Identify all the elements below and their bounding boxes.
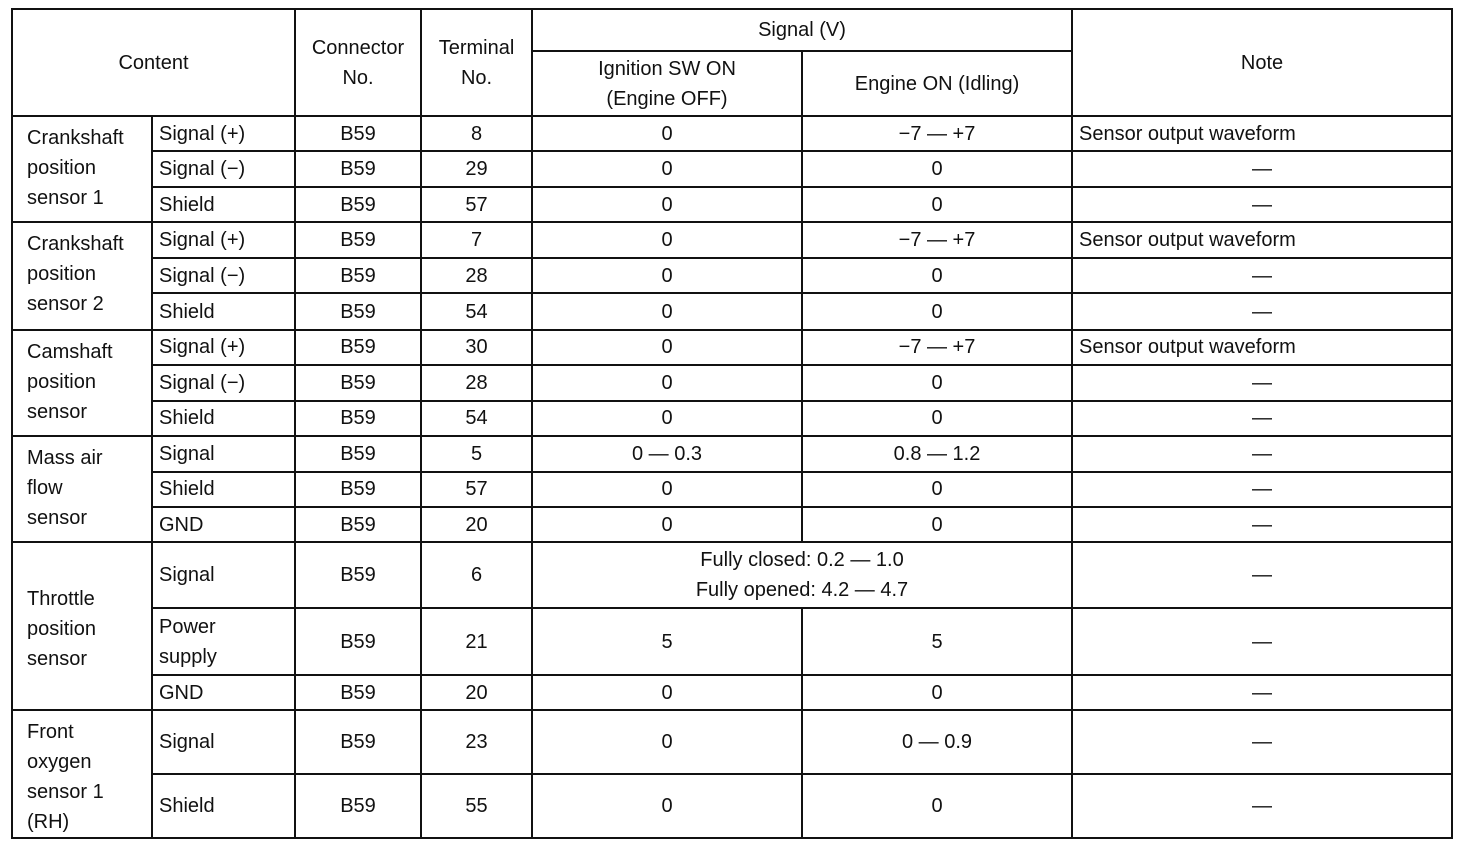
group-label (12, 710, 152, 838)
note: — (1072, 774, 1452, 838)
signal-range-line: Fully closed: 0.2 — 1.0 (700, 549, 904, 572)
engine-idle-value: 0 (802, 187, 1072, 222)
connector-no: B59 (295, 401, 421, 436)
connector-no: B59 (295, 710, 421, 774)
note: Sensor output waveform (1072, 116, 1452, 151)
terminal-no: 28 (421, 258, 532, 293)
connector-no: B59 (295, 293, 421, 329)
note: — (1072, 436, 1452, 472)
header-ignition-line1: Ignition SW ON (598, 57, 736, 80)
table-row (12, 401, 1452, 436)
engine-idle-value: −7 — +7 (802, 330, 1072, 365)
group-label-line: sensor (27, 400, 88, 423)
item-name: Signal (+) (152, 116, 295, 151)
ignition-value: 0 (532, 401, 802, 436)
item-name: Signal (−) (152, 151, 295, 187)
header-ignition-line2: (Engine OFF) (606, 87, 728, 110)
table-row (12, 293, 1452, 329)
ignition-value: 0 (532, 710, 802, 774)
item-name-line: Power (159, 615, 216, 638)
terminal-no: 7 (421, 222, 532, 258)
table-row (12, 222, 1452, 258)
engine-idle-value: 0 (802, 675, 1072, 709)
note: — (1072, 542, 1452, 608)
header-connector-line1: Connector (311, 36, 405, 59)
signal-range-line: Fully opened: 4.2 — 4.7 (695, 579, 909, 602)
group-label-line: sensor 2 (27, 293, 104, 316)
item-name: Shield (152, 401, 295, 436)
ignition-value: 0 (532, 507, 802, 542)
table-row (12, 542, 1452, 608)
table-body (12, 116, 1452, 838)
ignition-value: 0 (532, 258, 802, 293)
item-name (152, 608, 295, 675)
terminal-no: 29 (421, 151, 532, 187)
engine-idle-value: 0 (802, 151, 1072, 187)
connector-no: B59 (295, 507, 421, 542)
item-name: Signal (+) (152, 222, 295, 258)
signal-spec-table (11, 8, 1453, 839)
connector-no: B59 (295, 365, 421, 401)
item-name: GND (152, 675, 295, 709)
ignition-value: 0 — 0.3 (532, 436, 802, 472)
note: — (1072, 675, 1452, 709)
engine-idle-value: 0 (802, 472, 1072, 507)
connector-no: B59 (295, 472, 421, 507)
connector-no: B59 (295, 436, 421, 472)
item-name: Shield (152, 293, 295, 329)
connector-no: B59 (295, 222, 421, 258)
terminal-no: 54 (421, 293, 532, 329)
ignition-value: 0 (532, 472, 802, 507)
note: — (1072, 710, 1452, 774)
table-row (12, 710, 1452, 774)
ignition-value: 0 (532, 365, 802, 401)
table-row (12, 116, 1452, 151)
ignition-value: 0 (532, 330, 802, 365)
header-signal-v: Signal (V) (532, 9, 1072, 51)
item-name: Signal (152, 542, 295, 608)
terminal-no: 54 (421, 401, 532, 436)
engine-idle-value: −7 — +7 (802, 222, 1072, 258)
header-terminal-line1: Terminal (438, 36, 515, 59)
group-label-line: sensor 1 (27, 780, 104, 803)
connector-no: B59 (295, 542, 421, 608)
ignition-value: 0 (532, 293, 802, 329)
terminal-no: 8 (421, 116, 532, 151)
item-name: Signal (152, 710, 295, 774)
terminal-no: 6 (421, 542, 532, 608)
terminal-no: 28 (421, 365, 532, 401)
note: Sensor output waveform (1072, 222, 1452, 258)
group-label-line: position (27, 157, 96, 179)
header-terminal-no (421, 9, 532, 116)
connector-no: B59 (295, 116, 421, 151)
group-label-line: Crankshaft (27, 233, 124, 256)
connector-no: B59 (295, 151, 421, 187)
group-label-line: sensor 1 (27, 187, 104, 209)
terminal-no: 30 (421, 330, 532, 365)
note: — (1072, 608, 1452, 675)
note: — (1072, 472, 1452, 507)
group-label-line: (RH) (27, 810, 70, 833)
group-label-line: oxygen (27, 750, 92, 773)
group-label (12, 436, 152, 542)
terminal-no: 21 (421, 608, 532, 675)
header-connector-line2: No. (342, 66, 374, 89)
header-ignition-sw-on (532, 51, 802, 116)
table-row (12, 608, 1452, 675)
group-label (12, 542, 152, 709)
connector-no: B59 (295, 330, 421, 365)
ignition-value: 0 (532, 187, 802, 222)
note: — (1072, 258, 1452, 293)
connector-no: B59 (295, 187, 421, 222)
engine-idle-value: 0 (802, 507, 1072, 542)
group-label-line: position (27, 263, 96, 286)
table-header (12, 9, 1452, 116)
item-name: Shield (152, 187, 295, 222)
group-label (12, 330, 152, 436)
engine-idle-value: −7 — +7 (802, 116, 1072, 151)
header-content: Content (12, 9, 295, 116)
item-name: Signal (152, 436, 295, 472)
header-connector-no (295, 9, 421, 116)
engine-idle-value: 0 (802, 401, 1072, 436)
terminal-no: 57 (421, 187, 532, 222)
table-row (12, 258, 1452, 293)
ignition-value: 5 (532, 608, 802, 675)
group-label-line: Camshaft (27, 340, 113, 363)
ignition-value: 0 (532, 774, 802, 838)
engine-idle-value: 0 (802, 258, 1072, 293)
item-name: Shield (152, 472, 295, 507)
engine-idle-value: 0.8 — 1.2 (802, 436, 1072, 472)
engine-idle-value: 0 (802, 365, 1072, 401)
group-label-line: Front (27, 720, 74, 743)
ignition-value: 0 (532, 151, 802, 187)
terminal-no: 55 (421, 774, 532, 838)
group-label-line: position (27, 370, 96, 393)
header-note: Note (1072, 9, 1452, 116)
table-row (12, 675, 1452, 709)
terminal-no: 20 (421, 675, 532, 709)
terminal-no: 57 (421, 472, 532, 507)
terminal-no: 20 (421, 507, 532, 542)
note: — (1072, 365, 1452, 401)
table-row (12, 436, 1452, 472)
table-row (12, 187, 1452, 222)
table-row (12, 151, 1452, 187)
group-label-line: sensor (27, 506, 88, 529)
connector-no: B59 (295, 774, 421, 838)
engine-idle-value: 0 — 0.9 (802, 710, 1072, 774)
table-row (12, 365, 1452, 401)
connector-no: B59 (295, 258, 421, 293)
engine-idle-value: 5 (802, 608, 1072, 675)
note: — (1072, 293, 1452, 329)
ignition-value: 0 (532, 222, 802, 258)
item-name: Signal (−) (152, 365, 295, 401)
group-label-line: sensor (27, 647, 88, 670)
table-row (12, 330, 1452, 365)
group-label-line: Mass air (27, 446, 103, 469)
item-name: Shield (152, 774, 295, 838)
signal-range-merged (532, 542, 1072, 608)
note: — (1072, 151, 1452, 187)
group-label (12, 116, 152, 222)
terminal-no: 23 (421, 710, 532, 774)
group-label-line: flow (27, 476, 63, 499)
note: — (1072, 187, 1452, 222)
connector-no: B59 (295, 608, 421, 675)
header-terminal-line2: No. (460, 66, 493, 89)
header-engine-on: Engine ON (Idling) (802, 51, 1072, 116)
engine-idle-value: 0 (802, 774, 1072, 838)
terminal-no: 5 (421, 436, 532, 472)
engine-idle-value: 0 (802, 293, 1072, 329)
item-name: Signal (−) (152, 258, 295, 293)
item-name-line: supply (159, 645, 217, 668)
note: — (1072, 507, 1452, 542)
group-label-line: position (27, 617, 96, 640)
group-label-line: Crankshaft (27, 127, 124, 149)
note: — (1072, 401, 1452, 436)
ignition-value: 0 (532, 675, 802, 709)
group-label (12, 222, 152, 329)
ignition-value: 0 (532, 116, 802, 151)
table-row (12, 507, 1452, 542)
table-row (12, 472, 1452, 507)
note: Sensor output waveform (1072, 330, 1452, 365)
group-label-line: Throttle (27, 587, 95, 610)
item-name: Signal (+) (152, 330, 295, 365)
table-row (12, 774, 1452, 838)
connector-no: B59 (295, 675, 421, 709)
item-name: GND (152, 507, 295, 542)
